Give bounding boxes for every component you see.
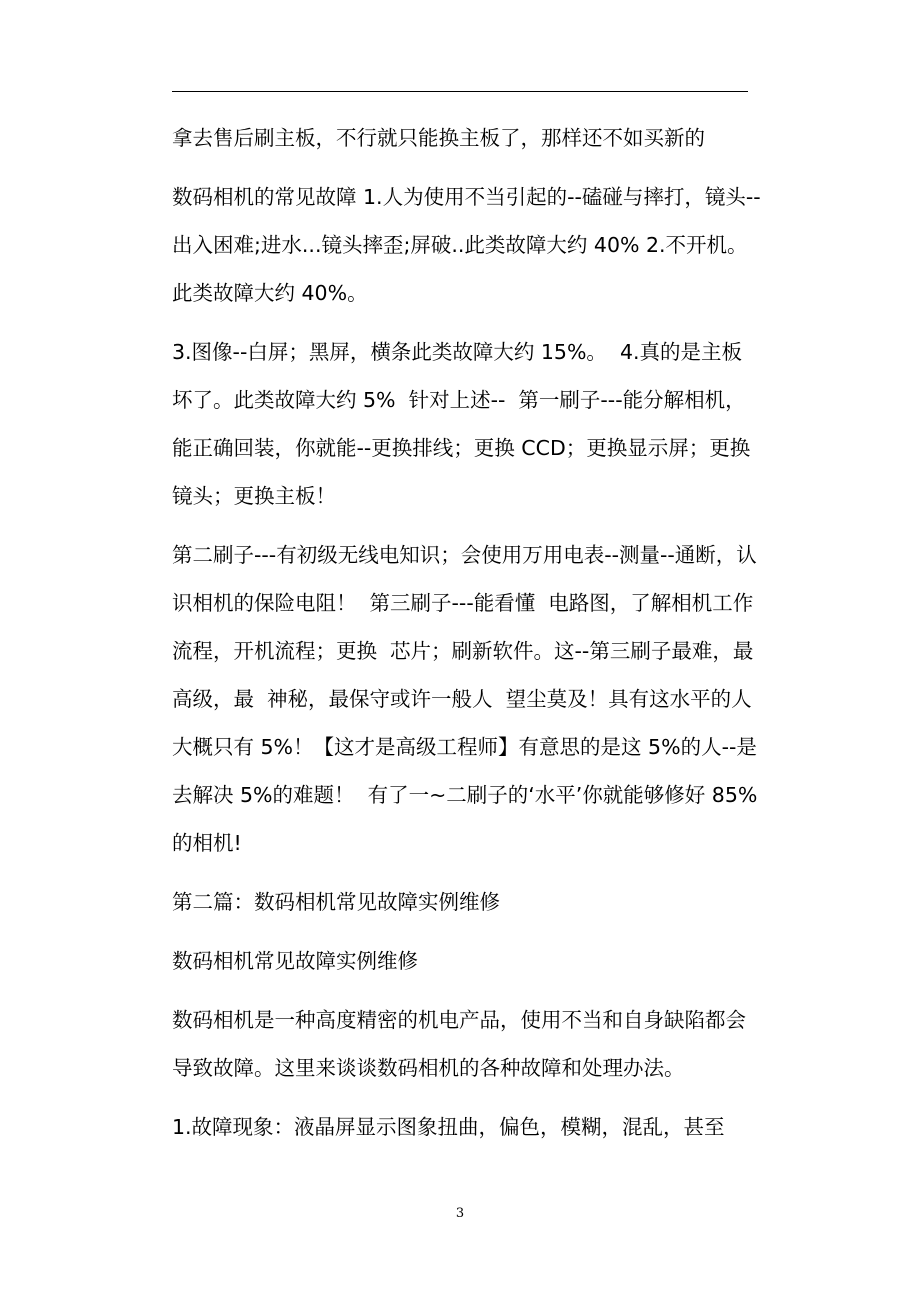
section-heading: 第二篇：数码相机常见故障实例维修	[172, 890, 500, 914]
page-number: 3	[455, 1206, 465, 1221]
paragraph-2: 数码相机的常见故障 1.人为使用不当引起的--磕碰与摔打，镜头--出入困难;进水...镜头摔歪;屏破..此类故障大约 40% 2.不开机。此类故障大约 40%。	[172, 185, 761, 305]
paragraph-8: 1.故障现象：液晶屏显示图象扭曲，偏色，模糊，混乱，甚至	[172, 1115, 725, 1139]
paragraph-4: 第二刷子---有初级无线电知识；会使用万用电表--测量--通断，认识相机的保险电阻！ 第三刷子---能看懂 电路图，了解相机工作流程，开机流程；更换 芯片；刷新软件。这--第三刷子最难，最高级，最 神秘，最保守或许一般人 望尘莫及！具有这水平的人大概只有 5%！【这才是高级工程师】有意思的是这 5%的人--是去解决 5%的难题！ 有了一~二刷子的‘水平’你就能够修好 85%的相机!	[172, 543, 758, 855]
document-body	[172, 114, 762, 1162]
sub-heading: 数码相机常见故障实例维修	[172, 949, 418, 973]
paragraph-7: 数码相机是一种高度精密的机电产品，使用不当和自身缺陷都会导致故障。这里来谈谈数码相机的各种故障和处理办法。	[172, 1008, 746, 1080]
paragraph-1: 拿去售后刷主板，不行就只能换主板了，那样还不如买新的	[172, 126, 705, 150]
header-rule	[172, 91, 748, 92]
paragraph-3: 3.图像--白屏；黑屏，横条此类故障大约 15%。 4.真的是主板坏了。此类故障大约 5% 针对上述-- 第一刷子---能分解相机，能正确回装，你就能--更换排线；更换 CCD；更换显示屏；更换镜头；更换主板！	[172, 340, 751, 508]
